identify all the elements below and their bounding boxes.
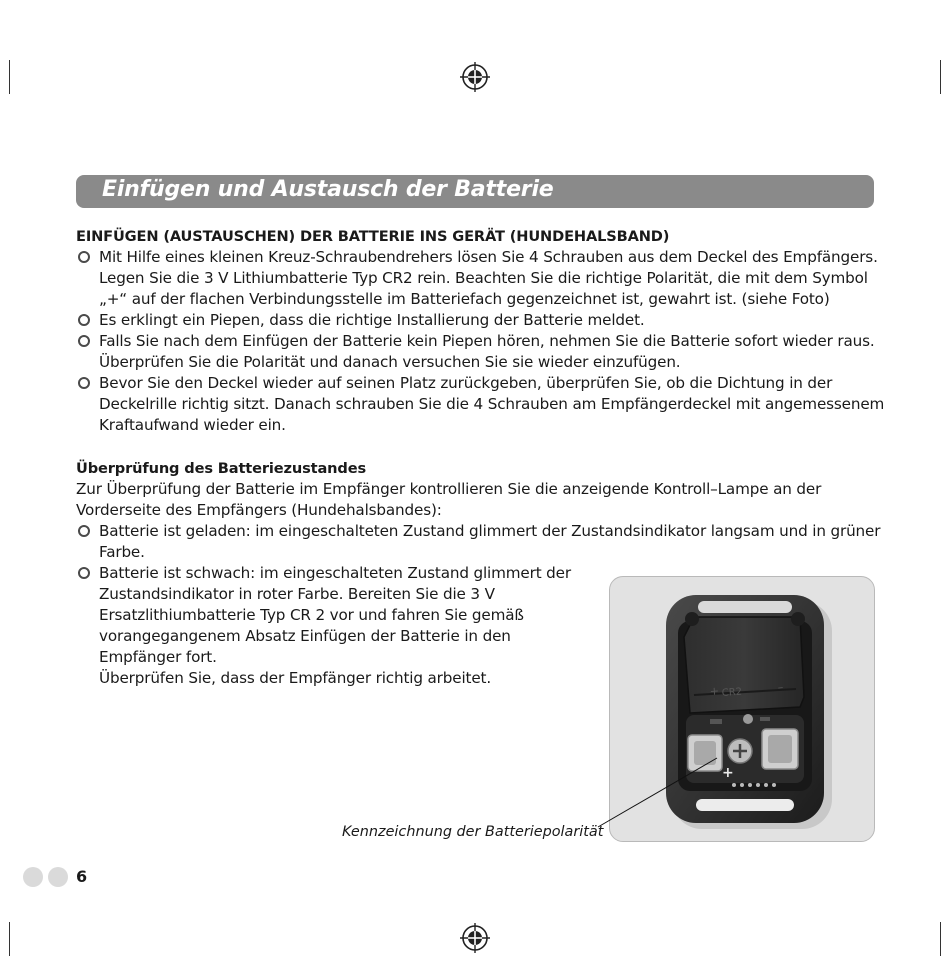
list-item [76, 521, 880, 563]
item-line: Batterie ist schwach: im eingeschalteten Zustand glimmert der [99, 564, 571, 582]
item-line: Es erklingt ein Piepen, dass die richtige Installierung der Batterie meldet. [99, 311, 645, 329]
item-line: Mit Hilfe eines kleinen Kreuz-Schraubendrehers lösen Sie 4 Schrauben aus dem Deckel des Empfängers. [99, 248, 878, 266]
check-intro-line: Vorderseite des Empfängers (Hundehalsbandes): [76, 501, 442, 519]
bullet-icon [78, 377, 90, 389]
crop-mark [9, 922, 10, 956]
item-line: Überprüfen Sie, dass der Empfänger richtig arbeitet. [99, 669, 491, 687]
page-number: 6 [76, 867, 88, 886]
item-line: vorangegangenem Absatz Einfügen der Batterie in den [99, 627, 511, 645]
item-line: Deckelrille richtig sitzt. Danach schrauben Sie die 4 Schrauben am Empfängerdeckel mit angemessenem [99, 395, 885, 413]
page-dot-decoration [48, 867, 68, 887]
check-intro-line: Zur Überprüfung der Batterie im Empfänger kontrollieren Sie die anzeigende Kontroll–Lampe an der [76, 480, 822, 498]
item-line: Ersatzlithiumbatterie Typ CR 2 vor und fahren Sie gemäß [99, 606, 524, 624]
crop-mark [940, 60, 941, 94]
item-line: Zustandsindikator in roter Farbe. Bereiten Sie die 3 V [99, 585, 495, 603]
item-line: Bevor Sie den Deckel wieder auf seinen Platz zurückgeben, überprüfen Sie, ob die Dichtung in der [99, 374, 833, 392]
registration-mark-icon [460, 62, 490, 92]
item-line: Empfänger fort. [99, 648, 217, 666]
bullet-icon [78, 525, 90, 537]
section-title-bar [76, 175, 874, 208]
crop-mark [9, 60, 10, 94]
item-line: Farbe. [99, 543, 145, 561]
check-heading: Überprüfung des Batteriezustandes [76, 460, 366, 477]
list-item [76, 331, 875, 373]
bullet-icon [78, 567, 90, 579]
crop-mark [940, 922, 941, 956]
page-dot-decoration [23, 867, 43, 887]
figure-caption: Kennzeichnung der Batteriepolarität [342, 824, 604, 840]
item-line: Legen Sie die 3 V Lithiumbatterie Typ CR2 rein. Beachten Sie die richtige Polarität, die mit dem Symbol [99, 269, 868, 287]
bullet-icon [78, 314, 90, 326]
plus-polarity-symbol: + [722, 765, 734, 781]
registration-mark-icon [460, 923, 490, 953]
svg-text:+: + [709, 684, 720, 698]
item-line: Batterie ist geladen: im eingeschalteten Zustand glimmert der Zustandsindikator langsam und in grüner [99, 522, 881, 540]
list-item [76, 310, 645, 331]
item-line: „+“ auf der flachen Verbindungsstelle im Batteriefach gegenzeichnet ist, gewahrt ist. (siehe Foto) [99, 290, 830, 308]
section-title: Einfügen und Austausch der Batterie [102, 177, 554, 202]
bullet-icon [78, 251, 90, 263]
item-line: Kraftaufwand wieder ein. [99, 416, 286, 434]
list-item [76, 247, 878, 310]
insert-heading: EINFÜGEN (AUSTAUSCHEN) DER BATTERIE INS GERÄT (HUNDEHALSBAND) [76, 228, 670, 245]
list-item [76, 563, 571, 689]
svg-text:–: – [777, 680, 784, 694]
item-line: Falls Sie nach dem Einfügen der Batterie kein Piepen hören, nehmen Sie die Batterie sofort wieder raus. [99, 332, 875, 350]
list-item [76, 373, 884, 436]
caption-leader-line [595, 755, 725, 830]
battery-type-label: CR2 [721, 686, 743, 699]
item-line: Überprüfen Sie die Polarität und danach versuchen Sie sie wieder einzufügen. [99, 353, 681, 371]
bullet-icon [78, 335, 90, 347]
